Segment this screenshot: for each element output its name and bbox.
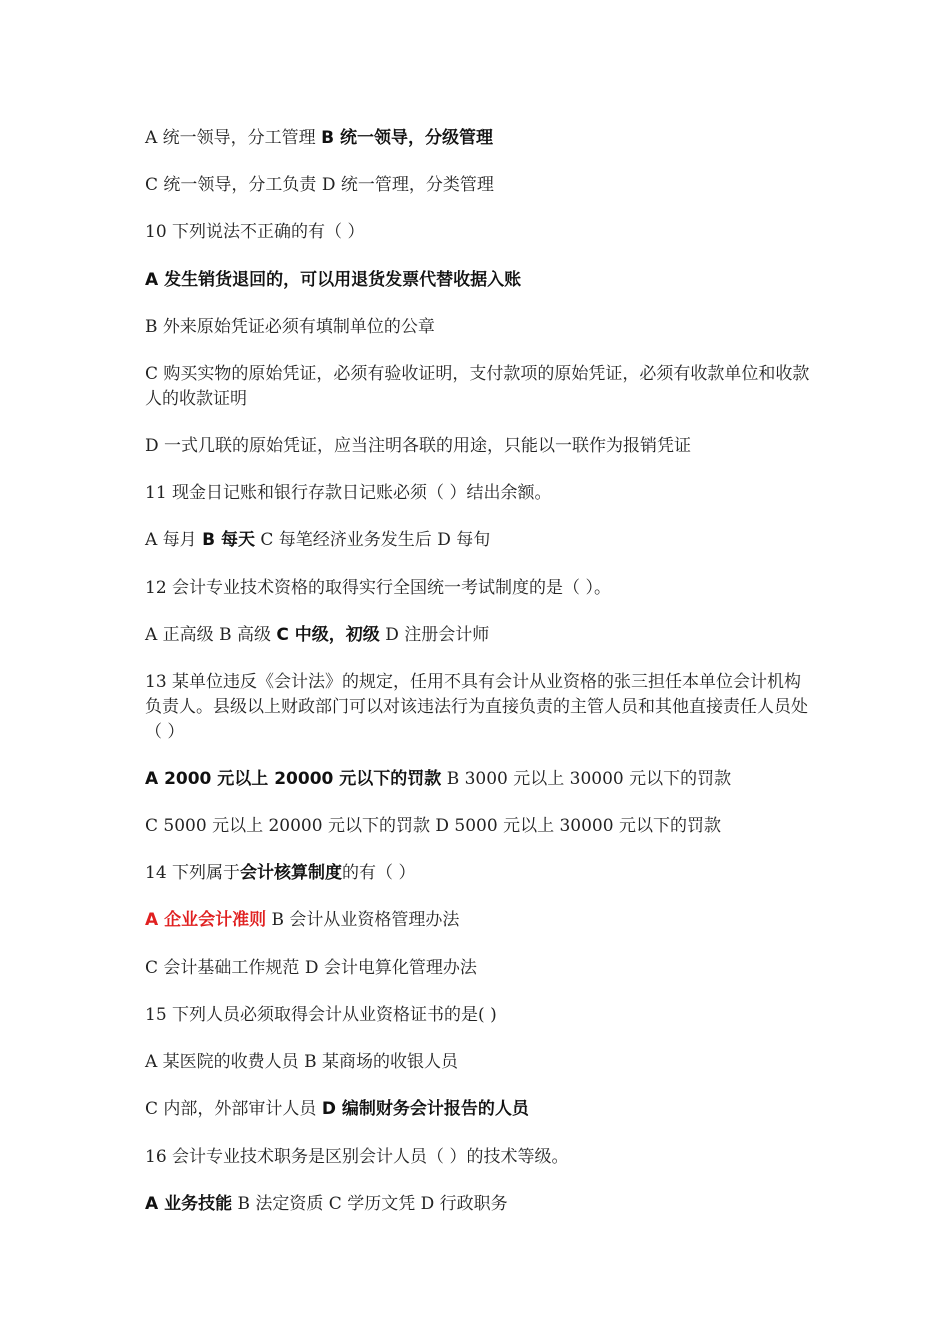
q13-options-cd	[145, 814, 815, 839]
q14-seg-1: 14 下列属于	[145, 863, 241, 883]
question-10-text: 10 下列说法不正确的有（ ）	[145, 222, 365, 242]
q13-seg-3: C 5000 元以上 20000 元以下的罚款 D 5000 元以上 30000 元以下的罚款	[145, 816, 721, 836]
q11-seg-1: A 每月	[145, 530, 203, 550]
q12-seg-3: D 注册会计师	[379, 625, 490, 645]
line-1	[145, 126, 815, 151]
q11-options	[145, 528, 815, 553]
q15-options-cd	[145, 1097, 815, 1122]
q16-seg-1: A 业务技能	[145, 1194, 233, 1214]
q11-seg-2: B 每天	[202, 530, 255, 550]
q14-options-ab	[145, 908, 815, 933]
q12-seg-1: A 正高级 B 高级	[145, 625, 277, 645]
q12-options	[145, 623, 815, 648]
question-15	[145, 1003, 815, 1028]
question-14	[145, 861, 815, 886]
question-16	[145, 1145, 815, 1170]
q10-option-b	[145, 315, 815, 340]
q10-option-a-text: A 发生销货退回的，可以用退货发票代替收据入账	[145, 270, 522, 290]
question-12	[145, 576, 815, 601]
q10-option-d	[145, 434, 815, 459]
question-15-text: 15 下列人员必须取得会计从业资格证书的是( )	[145, 1005, 497, 1025]
q11-seg-3: C 每笔经济业务发生后 D 每旬	[254, 530, 491, 550]
line-2	[145, 173, 815, 198]
q13-seg-2: B 3000 元以上 30000 元以下的罚款	[441, 769, 732, 789]
q14-seg-3: 的有（ ）	[342, 863, 416, 883]
question-13	[145, 670, 815, 745]
q10-option-b-text: B 外来原始凭证必须有填制单位的公章	[145, 317, 435, 337]
q15-seg-2: D 编制财务会计报告的人员	[321, 1099, 529, 1119]
q15-seg-1: C 内部，外部审计人员	[145, 1099, 322, 1119]
q14-options-cd	[145, 956, 815, 981]
q15-options-ab	[145, 1050, 815, 1075]
question-10	[145, 220, 815, 245]
q10-option-c-text: C 购买实物的原始凭证，必须有验收证明，支付款项的原始凭证，必须有收款单位和收款人的收款证明	[145, 364, 810, 409]
q12-seg-2: C 中级，初级	[276, 625, 380, 645]
question-11	[145, 481, 815, 506]
q10-option-d-text: D 一式几联的原始凭证，应当注明各联的用途，只能以一联作为报销凭证	[145, 436, 692, 456]
q14-seg-2: 会计核算制度	[240, 863, 343, 883]
question-12-text: 12 会计专业技术资格的取得实行全国统一考试制度的是（ ）。	[145, 578, 611, 598]
q13-options-ab	[145, 767, 815, 792]
question-16-text: 16 会计专业技术职务是区别会计人员（ ）的技术等级。	[145, 1147, 569, 1167]
q10-option-c	[145, 362, 815, 412]
line-1-seg-1: A 统一领导，分工管理	[145, 128, 322, 148]
q13-seg-1: A 2000 元以上 20000 元以下的罚款	[145, 769, 442, 789]
q16-seg-2: B 法定资质 C 学历文凭 D 行政职务	[232, 1194, 508, 1214]
line-1-seg-2: B 统一领导，分级管理	[321, 128, 493, 148]
q14-options-cd-text: C 会计基础工作规范 D 会计电算化管理办法	[145, 958, 477, 978]
q10-option-a	[145, 268, 815, 293]
question-13-text: 13 某单位违反《会计法》的规定，任用不具有会计从业资格的张三担任本单位会计机构负责人。县级以上财政部门可以对该违法行为直接负责的主管人员和其他直接责任人员处（ ）	[145, 672, 808, 742]
q15-options-ab-text: A 某医院的收费人员 B 某商场的收银人员	[145, 1052, 458, 1072]
line-2-seg-1: C 统一领导，分工负责 D 统一管理，分类管理	[145, 175, 494, 195]
q14-option-b: B 会计从业资格管理办法	[266, 910, 460, 930]
question-11-text: 11 现金日记账和银行存款日记账必须（ ）结出余额。	[145, 483, 552, 503]
q16-options	[145, 1192, 815, 1217]
q14-option-a-highlight: A 企业会计准则	[145, 910, 267, 930]
